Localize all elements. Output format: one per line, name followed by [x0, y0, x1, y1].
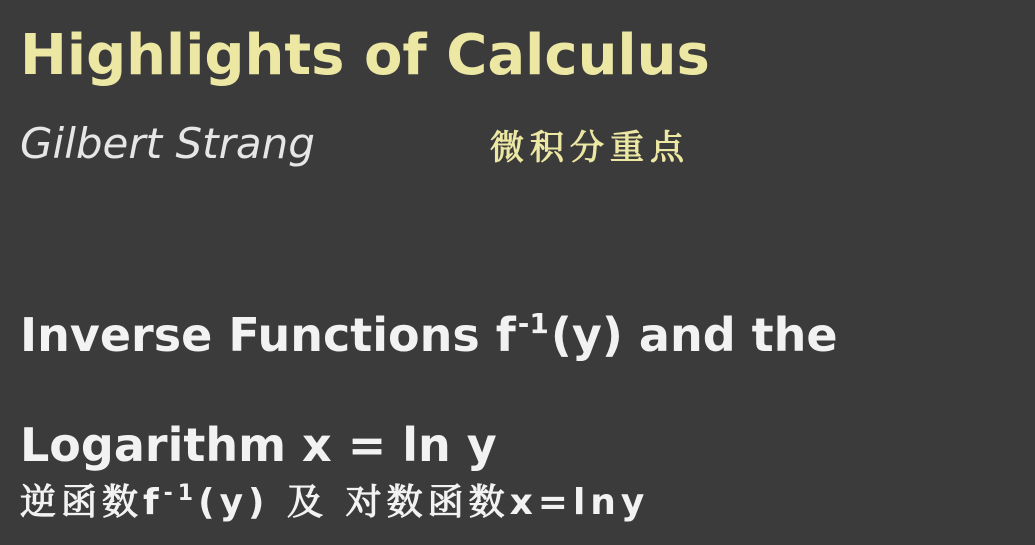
- series-subtitle-chinese: 微积分重点: [490, 128, 690, 168]
- inverse-superscript: -1: [517, 307, 549, 340]
- lecture-title-line-2: Logarithm x = ln y: [20, 418, 497, 472]
- lecture-title-chinese-superscript: -1: [163, 481, 199, 506]
- lecture-title: [20, 280, 838, 500]
- lecture-title-chinese-tail: (y) 及 对数函数x=lny: [198, 482, 650, 523]
- lecture-title-line-1-tail: (y) and the: [550, 308, 838, 362]
- lecture-title-chinese: [20, 478, 649, 528]
- lecture-title-line-1: [20, 280, 838, 390]
- lecture-title-line-1-text: Inverse Functions f: [20, 308, 516, 362]
- lecture-title-chinese-text: 逆函数f: [20, 482, 164, 523]
- author-name: Gilbert Strang: [20, 119, 315, 168]
- series-title: Highlights of Calculus: [20, 23, 710, 88]
